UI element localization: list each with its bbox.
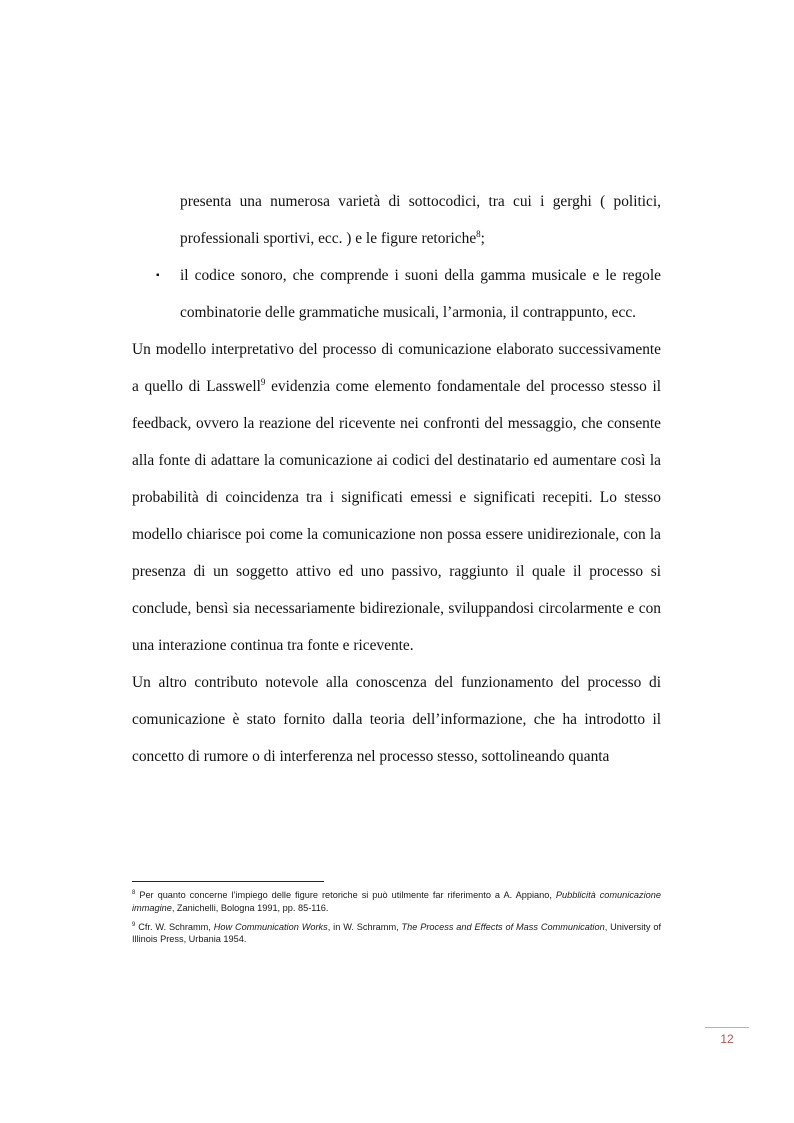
list-continuation — [180, 183, 661, 257]
bullet-icon: ▪ — [156, 270, 160, 281]
page-number-rule — [705, 1027, 749, 1028]
footnote-separator — [132, 881, 324, 882]
list-item-codice-sonoro — [156, 257, 661, 331]
footnote-8-title: Pubblicità comunicazione immagine — [132, 890, 661, 913]
footnote-ref-8[interactable]: 8 — [476, 229, 481, 239]
footnote-8-text-a: Per quanto concerne l’impiego delle figure retoriche si può utilmente far riferimento a A. Appiano, — [135, 890, 556, 900]
paragraph-1-text-a: Un modello interpretativo del processo di comunicazione elaborato successivamente a quello di Lasswell — [132, 341, 661, 395]
footnote-ref-9[interactable]: 9 — [260, 377, 266, 387]
bullet-line-2: combinatorie delle grammatiche musicali, l’armonia, il contrappunto, ecc. — [180, 304, 636, 321]
footnote-9-title-1: How Communication Works — [213, 921, 328, 932]
paragraph-feedback — [132, 331, 661, 664]
continuation-end: ; — [480, 230, 485, 247]
footnote-8 — [132, 889, 661, 915]
footnote-8-number: 8 — [132, 890, 136, 896]
bullet-line-1: il codice sonoro, che comprende i suoni della gamma musicale e le regole — [180, 267, 661, 284]
footnotes — [132, 889, 661, 952]
footnote-9-text-c: , University of Illinois Press, Urbania 1954. — [132, 921, 661, 945]
paragraph-1-text-b: evidenzia come elemento fondamentale del processo stesso il feedback, ovvero la reazione del ricevente nei confronti del messaggio, che consente alla fonte di adattare la comunicazione ai codici del destinatario ed aumentare così la probabilità di coincidenza tra i significati emessi e significati recepiti. Lo stesso modello chiarisce poi come la comunicazione non possa essere unidirezionale, con la presenza di un soggetto attivo ed uno passivo, raggiunto il quale il processo si conclude, bensì sia necessariamente bidirezionale, sviluppandosi circolarmente e con una interazione continua tra fonte e ricevente. — [132, 378, 661, 654]
paragraph-information-theory — [132, 664, 661, 775]
footnote-9-title-2: The Process and Effects of Mass Communication — [401, 921, 605, 932]
continuation-line-1: presenta una numerosa varietà di sottocodici, tra cui i gerghi ( politici, — [180, 193, 661, 210]
paragraph-2-text: Un altro contributo notevole alla conoscenza del funzionamento del processo di comunicazione è stato fornito dalla teoria dell’informazione, che ha introdotto il concetto di rumore o di interferenza nel processo stesso, sottolineando quanta — [132, 674, 661, 765]
footnote-9 — [132, 921, 661, 947]
footnote-9-number: 9 — [132, 921, 136, 928]
body-text — [132, 183, 661, 775]
footnote-9-text-b: , in W. Schramm, — [327, 921, 402, 932]
page-number: 12 — [720, 1032, 734, 1046]
continuation-line-2: professionali sportivi, ecc. ) e le figure retoriche — [180, 230, 477, 247]
footnote-9-text-a: Cfr. W. Schramm, — [135, 921, 214, 932]
footnote-8-text-b: , Zanichelli, Bologna 1991, pp. 85-116. — [171, 902, 329, 913]
